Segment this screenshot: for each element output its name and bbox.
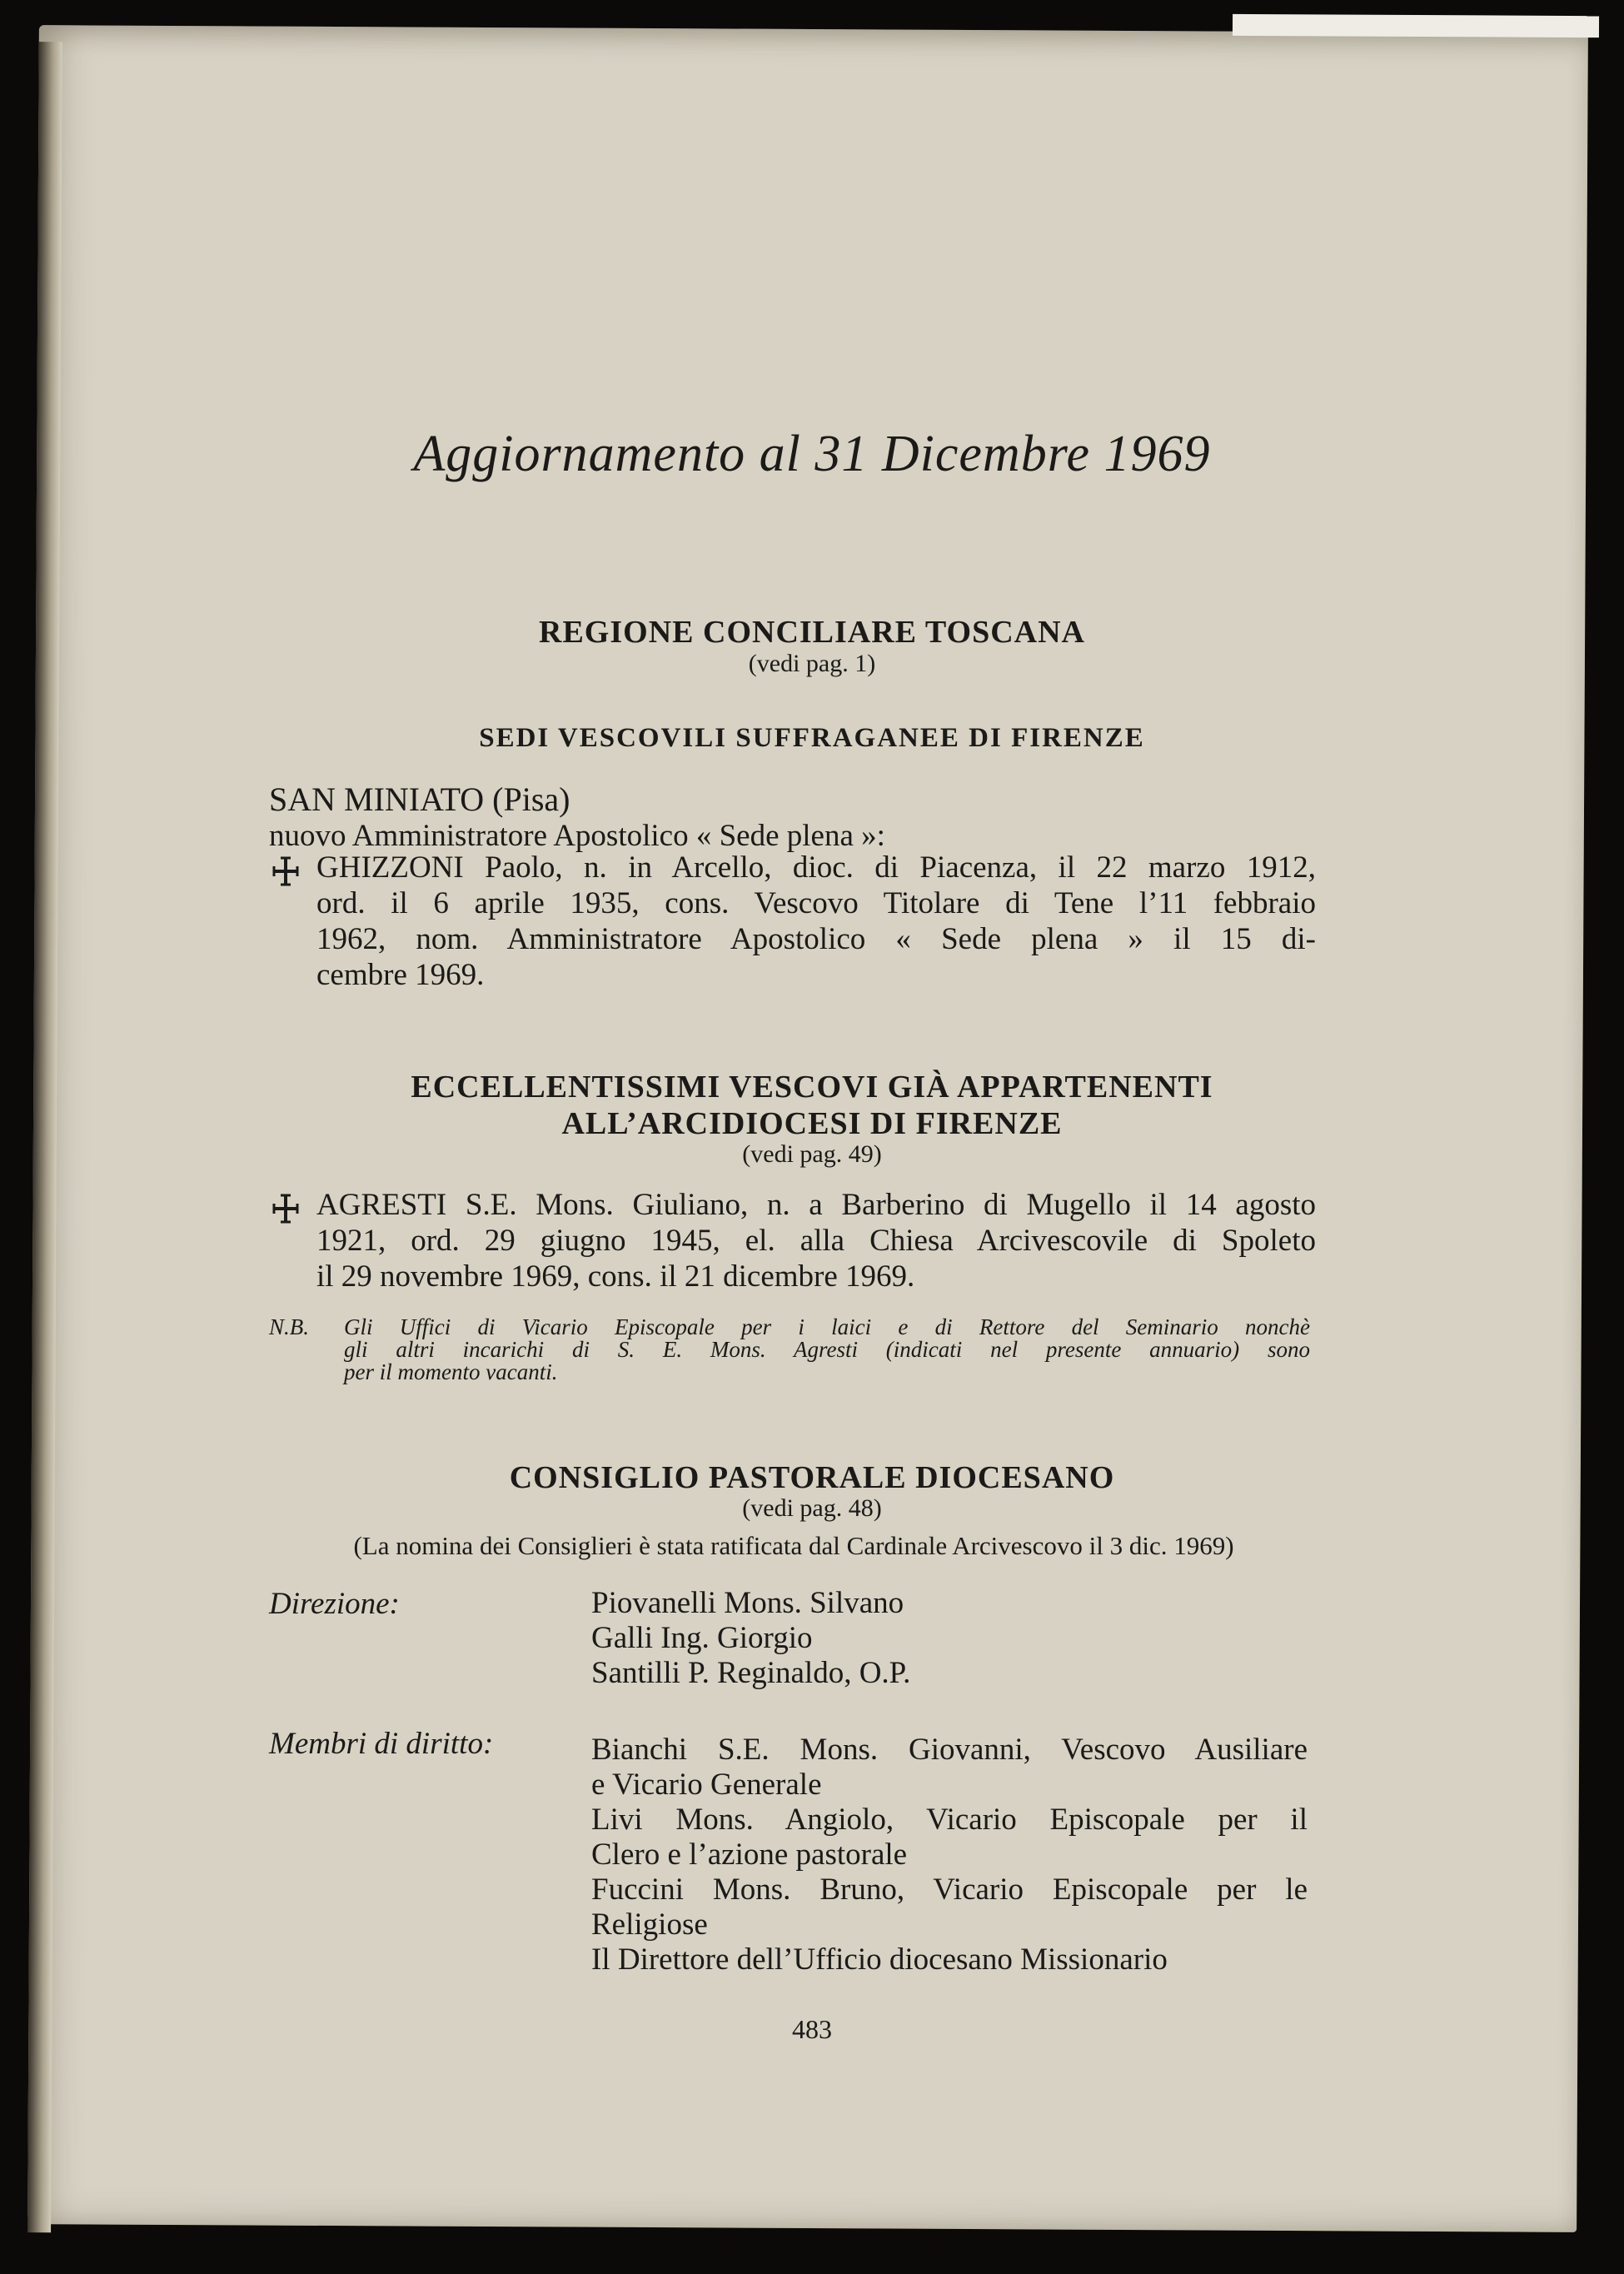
note-line: Gli Uffici di Vicario Episcopale per i laici e di Rettore del Seminario nonchè [344, 1314, 1310, 1339]
note-line: gli altri incarichi di S. E. Mons. Agresti (indicati nel presente annuario) sono [344, 1337, 1310, 1362]
note-text [344, 1316, 1310, 1384]
list-item: Fuccini Mons. Bruno, Vicario Episcopale per le [591, 1873, 1308, 1907]
entry-intro: nuovo Amministratore Apostolico « Sede plena »: [269, 819, 885, 853]
section-heading-vescovi-2: ALL’ARCIDIOCESI DI FIRENZE [561, 1106, 1063, 1141]
list-item: Clero e l’azione pastorale [591, 1838, 908, 1872]
page-top-edge [1233, 14, 1599, 37]
section-ref-vescovi: (vedi pag. 49) [742, 1140, 882, 1168]
list-item: Bianchi S.E. Mons. Giovanni, Vescovo Ausiliare [591, 1733, 1308, 1767]
ratification-note: (La nomina dei Consiglieri è stata ratificata dal Cardinale Arcivescovo il 3 dic. 1969) [353, 1531, 1234, 1560]
list-item: Religiose [591, 1907, 708, 1942]
list-item: Santilli P. Reginaldo, O.P. [591, 1656, 911, 1690]
section-ref-consiglio: (vedi pag. 48) [742, 1494, 882, 1522]
list-item: Galli Ing. Giorgio [591, 1621, 813, 1655]
section-heading-vescovi-1: ECCELLENTISSIMI VESCOVI GIÀ APPARTENENTI [411, 1070, 1213, 1105]
entry-line: AGRESTI S.E. Mons. Giuliano, n. a Barberino di Mugello il 14 agosto [316, 1188, 1316, 1222]
membri-label: Membri di diritto: [269, 1727, 494, 1761]
entry-line: GHIZZONI Paolo, n. in Arcello, dioc. di Piacenza, il 22 marzo 1912, [316, 850, 1316, 885]
list-item: Il Direttore dell’Ufficio diocesano Missionario [591, 1942, 1168, 1977]
list-item: e Vicario Generale [591, 1768, 822, 1802]
page-number: 483 [792, 2014, 832, 2044]
direzione-list [591, 1586, 910, 1691]
note-label: N.B. [269, 1314, 310, 1339]
entry-line: ord. il 6 aprile 1935, cons. Vescovo Titolare di Tene l’11 febbraio [316, 886, 1316, 920]
entry-line: il 29 novembre 1969, cons. il 21 dicembre 1969. [316, 1259, 915, 1294]
membri-list [591, 1733, 1308, 1977]
entry-line: 1962, nom. Amministratore Apostolico « Sede plena » il 15 di- [316, 922, 1316, 956]
page-title: Aggiornamento al 31 Dicembre 1969 [413, 426, 1211, 482]
subheading-sedi: SEDI VESCOVILI SUFFRAGANEE DI FIRENZE [479, 723, 1145, 753]
section-heading-regione: REGIONE CONCILIARE TOSCANA [539, 615, 1085, 650]
entry-line: cembre 1969. [316, 958, 485, 992]
bishop-cross-icon [269, 855, 302, 888]
list-item: Piovanelli Mons. Silvano [591, 1586, 904, 1620]
section-ref-regione: (vedi pag. 1) [748, 650, 876, 677]
place-name: SAN MINIATO (Pisa) [269, 780, 570, 818]
section-heading-consiglio: CONSIGLIO PASTORALE DIOCESANO [509, 1460, 1115, 1495]
note-line: per il momento vacanti. [344, 1359, 558, 1384]
bishop-cross-icon [269, 1192, 302, 1225]
list-item: Livi Mons. Angiolo, Vicario Episcopale per il [591, 1803, 1308, 1837]
entry-line: 1921, ord. 29 giugno 1945, el. alla Chiesa Arcivescovile di Spoleto [316, 1224, 1316, 1258]
direzione-label: Direzione: [269, 1587, 400, 1621]
